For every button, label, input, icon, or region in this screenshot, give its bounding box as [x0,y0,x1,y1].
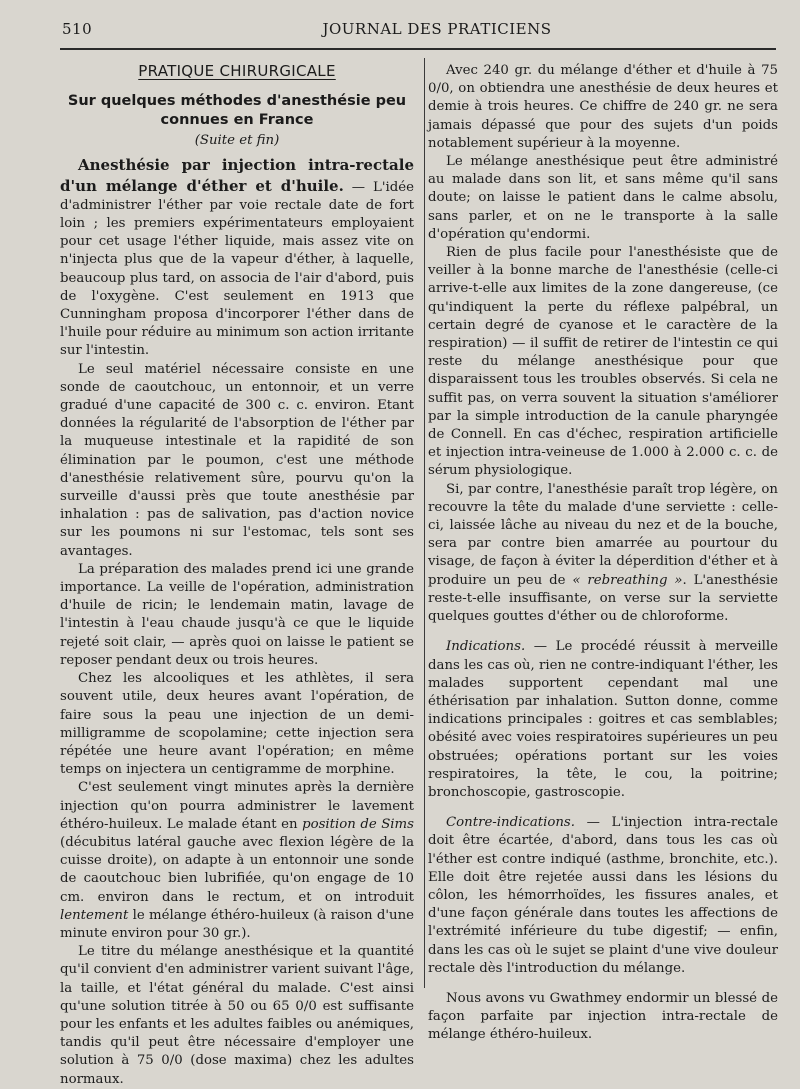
contra-indications-label: Contre-indications. [446,815,575,831]
right-column [428,62,778,1045]
paragraph-text: — L'idée d'administrer l'éther par voie rectale date de fort loin ; les premiers expérimentateurs employaient pour cet usage l'éther liquide, mais assez vite on n'injecta plus que de la vapeur d'éther, à laquelle, beaucoup plus tard, on associa de l'air d'abord, puis de l'oxygène. C'est seulement en 1913 que Cunningham proposa d'incorporer l'éther dans de l'huile pour réduire au minimum son action irritante sur l'intestin. [60,179,414,359]
paragraph [428,638,778,802]
paragraph: Le titre du mélange anesthésique et la quantité qu'il convient d'en administrer varient suivant l'âge, la taille, et l'état général du malade. C'est ainsi qu'une solution titrée à 50 ou 65 0/0 est suffisante pour les enfants et les adultes faibles ou anémiques, tandis qu'il peut être nécessaire d'employer une solution à 75 0/0 (dose maxima) chez les adultes normaux. [60,944,415,1087]
paragraph: Chez les alcooliques et les athlètes, il sera souvent utile, deux heures avant l'opération, de faire sous la peau une injection de un demi-milligramme de scopolamine; cette injection sera répétée une heure avant l'opération; en même temps on injectera un centigramme de morphine. [60,671,414,778]
paragraph [60,779,414,943]
paragraph-text: Si, par contre, l'anesthésie paraît trop légère, on recouvre la tête du malade d'une serviette : celle-ci, laissée lâche au niveau du nez et de la bouche, sera par contre bien amarrée au pourtour du visage, de façon à éviter la déperdition d'éther et à produire un peu de [428,481,778,588]
lead-heading: Anesthésie par injection intra-rectale d'un mélange d'éther et d'huile. [60,156,414,195]
spacer [428,626,778,638]
column-divider [424,58,425,988]
paragraph-text: le mélange éthéro-huileux (à raison d'une minute environ pour 30 gr.). [60,907,414,941]
paragraph: La préparation des malades prend ici une grande importance. La veille de l'opération, administration d'huile de ricin; le lendemain matin, lavage de l'intestin à l'eau chaude jusqu'à ce que le liquide rejeté soit clair, — après quoi on laisse le patient se reposer pendant deux ou trois heures. [60,561,414,668]
paragraph: Nous avons vu Gwathmey endormir un blessé de façon parfaite par injection intra-rectale de mélange éthéro-huileux. [428,990,778,1043]
spacer [428,802,778,814]
header-rule [60,48,776,50]
section-label: PRATIQUE CHIRURGICALE [138,62,336,80]
paragraph [428,814,778,978]
indications-label: Indications. [446,639,526,655]
paragraph-text: — L'injection intra-rectale doit être écartée, d'abord, dans tous les cas où l'éther est contre indiqué (asthme, bronchite, etc.). Elle doit être rejetée aussi dans les lésions du côlon, les hémorrhoïdes, les fissures anales, et d'une façon générale dans toutes les affections de l'extrémité inférieure du tube digestif; — enfin, dans les cas où le sujet se plaint d'une vive douleur rectale dès l'introduction du mélange. [428,815,778,976]
journal-title: JOURNAL DES PRATICIENS [322,20,552,38]
paragraph: Le seul matériel nécessaire consiste en une sonde de caoutchouc, un entonnoir, et un verre gradué d'une capacité de 300 c. c. environ. Etant données la régularité de l'absorption de l'éther par la muqueuse intestinale et la rapidité de son élimination par le poumon, c'est une méthode d'anesthésie relativement sûre, pourvu qu'on la surveille d'aussi près que toute anesthésie par inhalation : pas de salivation, pas d'action novice sur les poumons ni sur l'estomac, tels sont ses avantages. [60,361,414,559]
spacer [428,978,778,990]
paragraph: Le mélange anesthésique peut être administré au malade dans son lit, et sans même qu'il sans doute; on laisse le patient dans le calme absolu, sans parler, et on ne le transporte à la salle d'opération qu'endormi. [428,154,778,242]
emphasis: position de Sims [302,816,414,832]
running-head [62,20,772,42]
paragraph-text: C'est seulement vingt minutes après la dernière injection qu'on pourra administrer le lavement éthéro-huileux. Le malade étant en [60,780,414,832]
paragraph: Rien de plus facile pour l'anesthésiste que de veiller à la bonne marche de l'anesthésie (celle-ci arrive-t-elle aux limites de la zone dangereuse, (ce qu'indiquent la perte du réflexe palpébral, un certain degré de cyanose et le caractère de la respiration) — il suffit de retirer de l'intestin ce qui reste du mélange anesthésique pour que disparaissent tous les troubles observés. Si cela ne suffit pas, on verra souvent la situation s'améliorer par la simple introduction de la canule pharyngée de Connell. En cas d'échec, respiration artificielle et injection intra-veineuse de 1.000 à 2.000 c. c. de sérum physiologique. [428,245,778,479]
article-subtitle: (Suite et fin) [194,133,280,149]
article-title: Sur quelques méthodes d'anesthésie peu connues en France [67,93,407,129]
left-column [60,62,414,1089]
paragraph-text: — Le procédé réussit à merveille dans les cas où, rien ne contre-indiquant l'éther, les malades supportent cependant mal une éthérisation par inhalation. Sutton donne, comme indications principales : goitres et cas semblables; obésité avec voies respiratoires supérieures un peu obstruées; opérations portant sur les voies respiratoires, la tête, le cou, la poitrine; bronchoscopie, gastroscopie. [428,639,778,800]
paragraph-text: . L'anesthésie reste-t-elle insuffisante, on verse sur la serviette quelques gouttes d'éther ou de chloroforme. [428,572,778,625]
paragraph [60,156,414,360]
paragraph-text: (décubitus latéral gauche avec flexion légère de la cuisse droite), on adapte à un entonnoir une sonde de caoutchouc bien lubrifiée, qu'on engage de 10 cm. environ dans le rectum, et on introduit [60,834,414,905]
paragraph [428,481,778,627]
page-number: 510 [62,20,93,38]
paragraph: Avec 240 gr. du mélange d'éther et d'huile à 75 0/0, on obtiendra une anesthésie de deux heures et demie à trois heures. Ce chiffre de 240 gr. ne sera jamais dépassé que pour des sujets d'un poids notablement supérieur à la moyenne. [428,63,778,151]
emphasis: lentement [60,907,129,923]
emphasis: « rebreathing » [572,572,683,588]
